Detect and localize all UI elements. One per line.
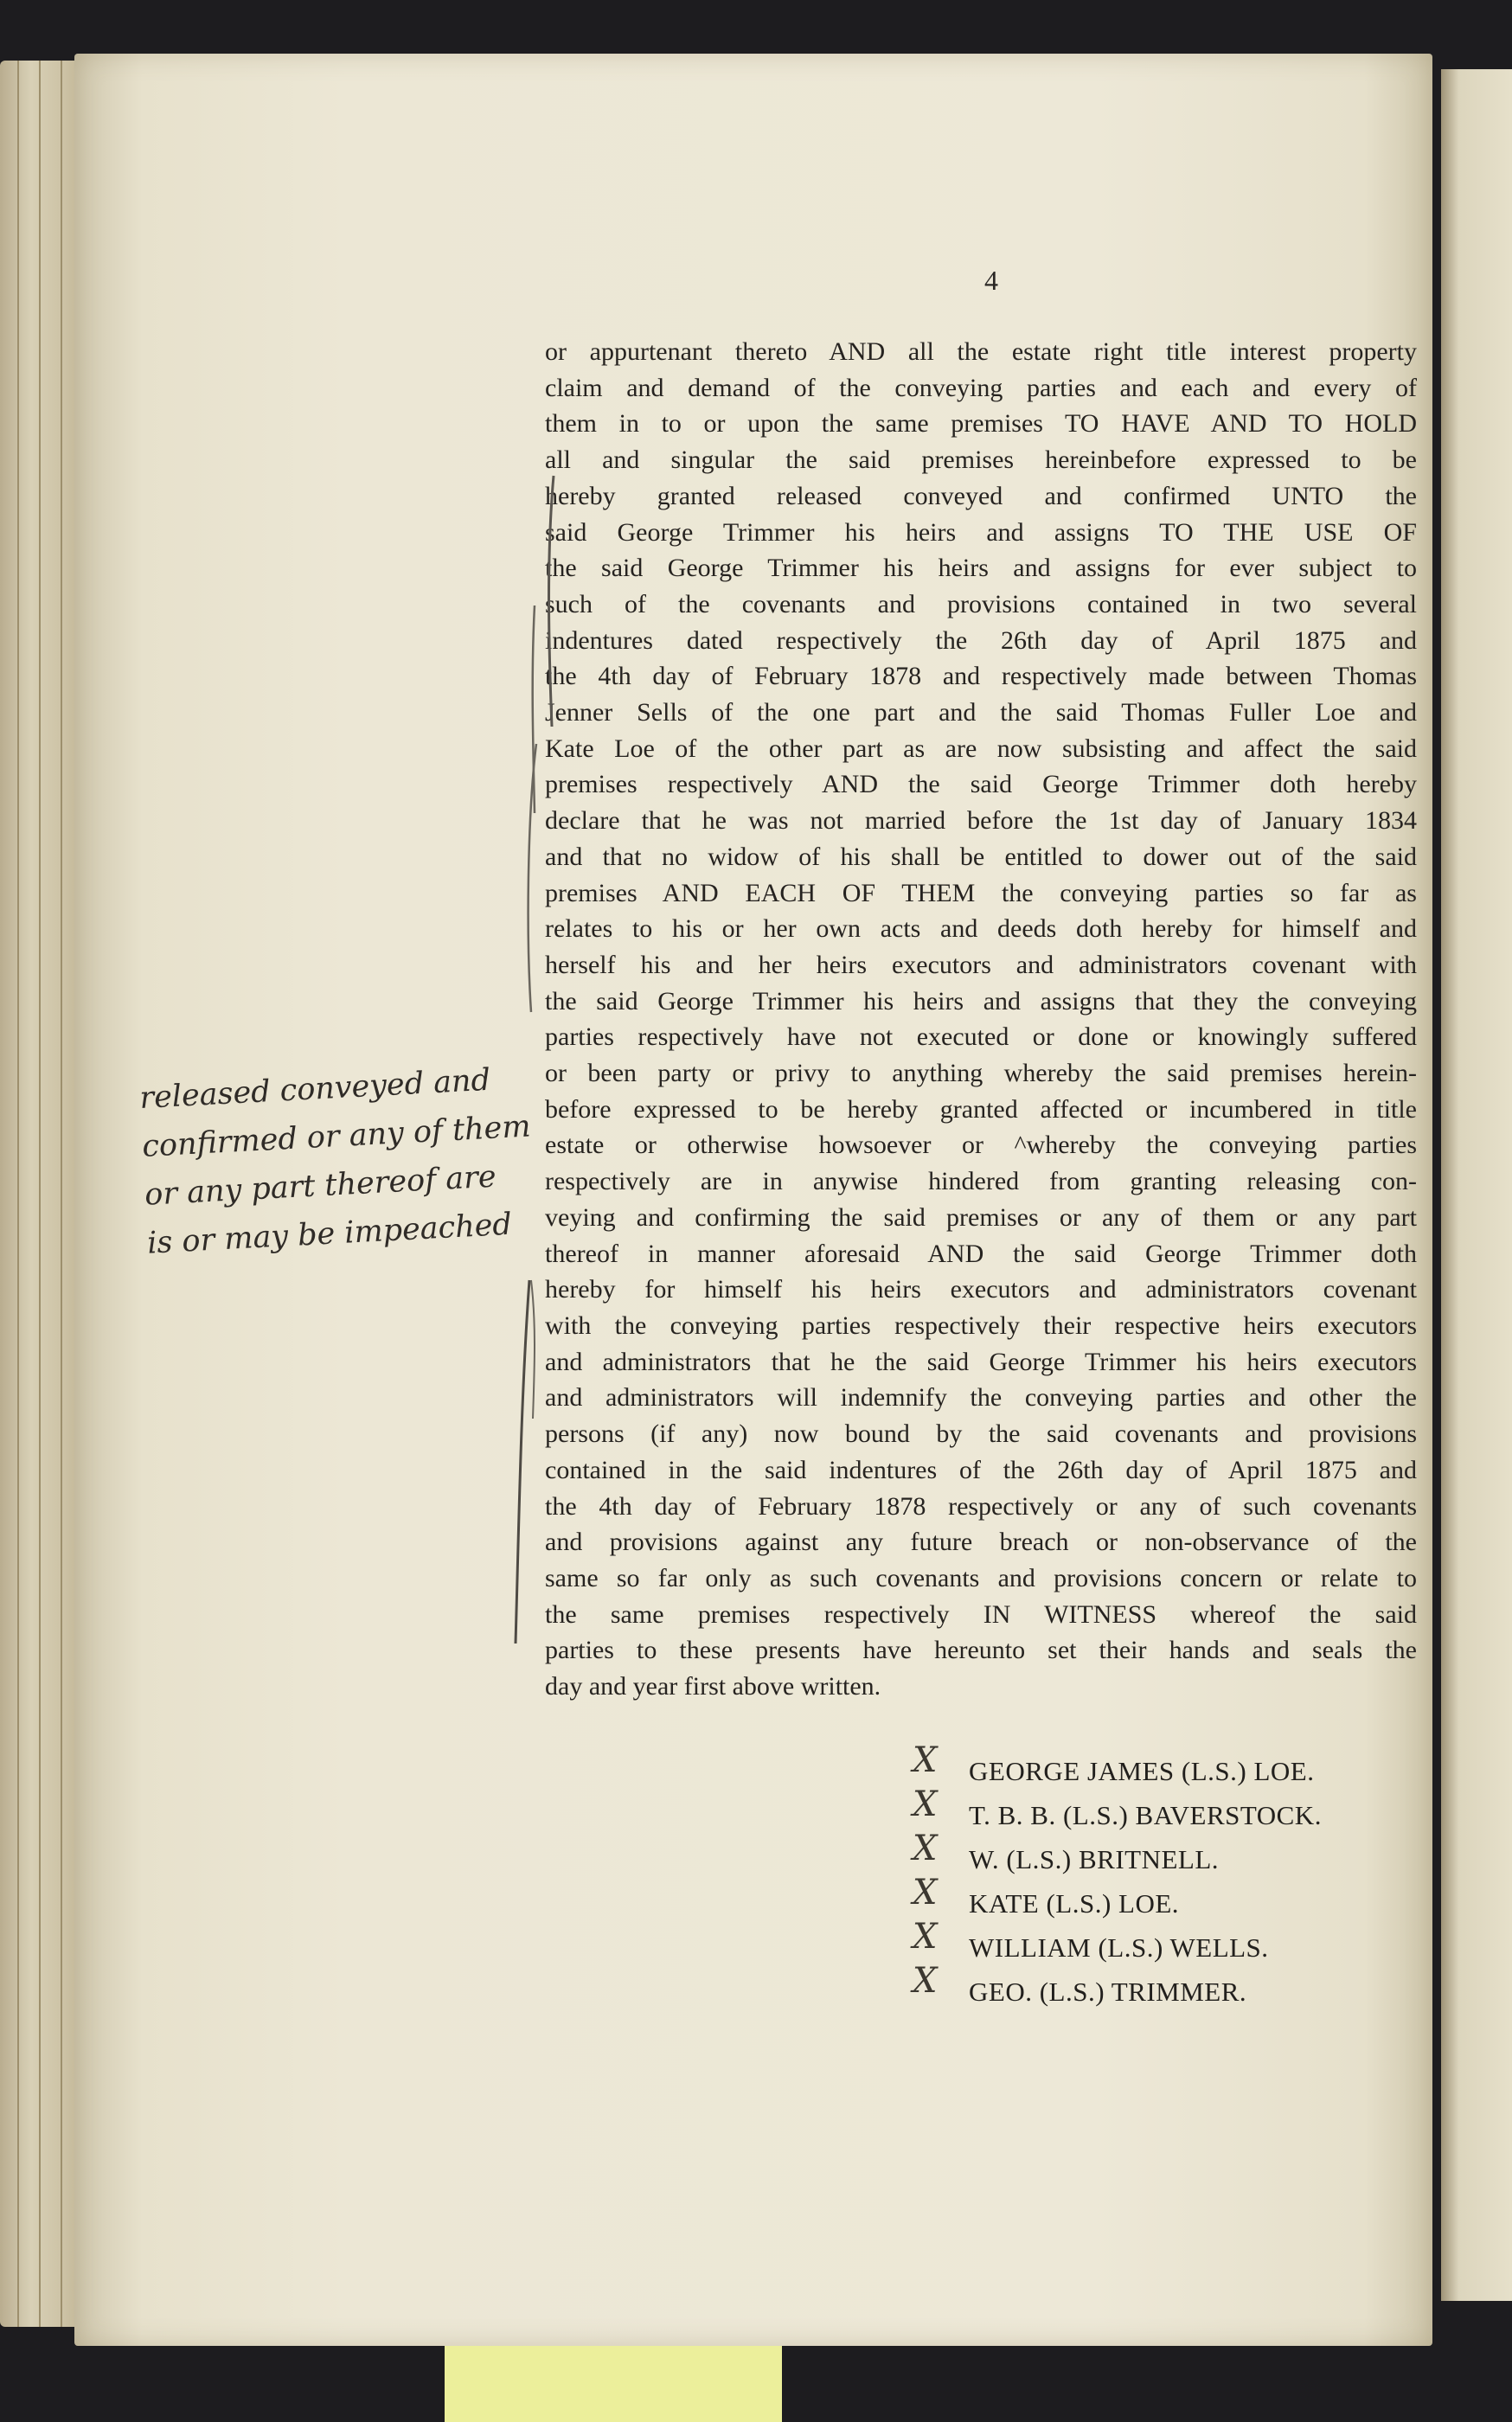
- signature-mark-icon: X: [913, 1917, 938, 1957]
- text-line: Jenner Sells of the one part and the said Thomas Fuller Loe and: [545, 698, 1417, 727]
- text-line: indentures dated respectively the 26th day of April 1875 and: [545, 625, 1417, 655]
- signature-mark-icon: X: [913, 1961, 938, 2001]
- text-line: premises respectively AND the said George Trimmer doth hereby: [545, 770, 1417, 799]
- signature-block: [969, 1749, 1322, 2014]
- text-line: the said George Trimmer his heirs and assigns for ever subject to: [545, 554, 1417, 583]
- text-line: them in to or upon the same premises TO HAVE AND TO HOLD: [545, 409, 1417, 439]
- signature-mark-icon: X: [913, 1829, 938, 1868]
- signatory-line: WILLIAM (L.S.) WELLS.: [969, 1932, 1269, 1963]
- signatory-line: W. (L.S.) BRITNELL.: [969, 1844, 1220, 1874]
- text-line: veying and confirming the said premises or any of them or any part: [545, 1202, 1417, 1232]
- text-line: premises AND EACH OF THEM the conveying parties so far as: [545, 878, 1417, 907]
- text-line: same so far only as such covenants and provisions concern or relate to: [545, 1563, 1417, 1592]
- deed-body-text: [545, 334, 1417, 1705]
- text-line: respectively are in anywise hindered from granting releasing con-: [545, 1167, 1417, 1196]
- signatory-line: GEO. (L.S.) TRIMMER.: [969, 1977, 1247, 2007]
- text-line: the said George Trimmer his heirs and assigns that they the conveying: [545, 986, 1417, 1016]
- text-line: parties to these presents have hereunto set their hands and seals the: [545, 1636, 1417, 1665]
- text-line: all and singular the said premises hereinbefore expressed to be: [545, 445, 1417, 475]
- text-line: and that no widow of his shall be entitled to dower out of the said: [545, 842, 1417, 871]
- signatory-line: KATE (L.S.) LOE.: [969, 1888, 1180, 1919]
- text-line: hereby granted released conveyed and confirmed UNTO the: [545, 481, 1417, 510]
- margin-note-line: or any part thereof are: [144, 1159, 497, 1213]
- text-line: hereby for himself his heirs executors and administrators covenant: [545, 1275, 1417, 1304]
- text-line: relates to his or her own acts and deeds doth hereby for himself and: [545, 914, 1417, 944]
- text-line: before expressed to be hereby granted affected or incumbered in title: [545, 1094, 1417, 1124]
- right-page-edge: [1441, 69, 1512, 2301]
- text-line: and administrators will indemnify the conveying parties and other the: [545, 1383, 1417, 1413]
- text-line: estate or otherwise howsoever or ^whereby the conveying parties: [545, 1131, 1417, 1160]
- handwritten-margin-note: [138, 1053, 554, 1267]
- signature-mark-icon: X: [913, 1873, 938, 1913]
- text-line: the same premises respectively IN WITNESS whereof the said: [545, 1599, 1417, 1629]
- text-line: parties respectively have not executed or done or knowingly suffered: [545, 1022, 1417, 1052]
- text-line: and administrators that he the said George Trimmer his heirs executors: [545, 1347, 1417, 1376]
- signatory-line: GEORGE JAMES (L.S.) LOE.: [969, 1756, 1315, 1786]
- margin-note-line: released conveyed and: [138, 1062, 491, 1116]
- text-line: the 4th day of February 1878 and respectively made between Thomas: [545, 662, 1417, 691]
- text-line: Kate Loe of the other part as are now subsisting and affect the said: [545, 734, 1417, 763]
- margin-note-line: is or may be impeached: [146, 1207, 513, 1261]
- signature-mark-icon: X: [913, 1740, 938, 1780]
- text-line: day and year first above written.: [545, 1672, 881, 1701]
- text-line: persons (if any) now bound by the said covenants and provisions: [545, 1419, 1417, 1449]
- text-line: thereof in manner aforesaid AND the said George Trimmer doth: [545, 1239, 1417, 1268]
- text-line: claim and demand of the conveying parties and each and every of: [545, 373, 1417, 402]
- text-line: the 4th day of February 1878 respectively or any of such covenants: [545, 1491, 1417, 1521]
- text-line: such of the covenants and provisions contained in two several: [545, 589, 1417, 618]
- signature-mark-icon: X: [913, 1784, 938, 1824]
- signatory-line: T. B. B. (L.S.) BAVERSTOCK.: [969, 1800, 1322, 1830]
- yellow-sticky-note: [445, 2346, 782, 2422]
- text-line: and provisions against any future breach or non-observance of the: [545, 1528, 1417, 1557]
- text-line: herself his and her heirs executors and administrators covenant with: [545, 950, 1417, 979]
- margin-note-line: confirmed or any of them: [141, 1109, 532, 1164]
- page-number: 4: [984, 265, 998, 296]
- text-line: with the conveying parties respectively their respective heirs executors: [545, 1310, 1417, 1340]
- text-line: or been party or privy to anything whereby the said premises herein-: [545, 1059, 1417, 1088]
- text-line: contained in the said indentures of the 26th day of April 1875 and: [545, 1455, 1417, 1484]
- text-line: or appurtenant thereto AND all the estate right title interest property: [545, 337, 1417, 366]
- text-line: said George Trimmer his heirs and assigns TO THE USE OF: [545, 517, 1417, 547]
- text-line: declare that he was not married before the 1st day of January 1834: [545, 806, 1417, 836]
